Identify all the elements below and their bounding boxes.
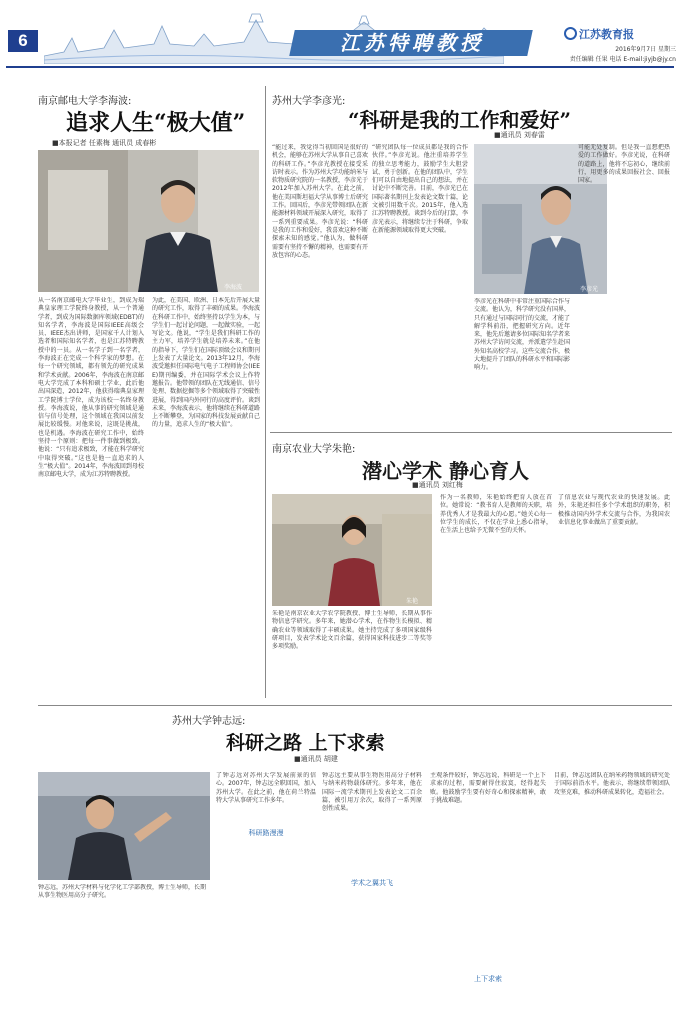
article4-subhead-2: 学术之翼共飞 xyxy=(351,879,393,887)
article1-column-2: 为此，在美国、欧洲、日本先后开展大量的研究工作，取得了丰硕的成果。李海波在科研工作中，始终坚持以学生为本，与学生们一起讨论问题，一起做实验，一起写论文。他说，“学生是我们科研工作的主力军，培养学生就是培养未来。”在他的指导下，学生们在国际顶级会议和期刊上发表了大量论文。2013年12月，李海波受邀担任国际电气电子工程师协会(IEEE)期刊编委，并在国际学术会议上作特邀报告。他带领的团队在无线通信、信号处理、数据挖掘等多个领域取得了突破性进展，得到国内外同行的高度评价。谈到未来，李海波表示，他将继续在科研道路上不断攀登，为国家的科技发展贡献自己的力量，追求人生的“极大值”。 xyxy=(152,297,260,429)
newspaper-logo xyxy=(564,26,674,42)
editor-line: 责任编辑 任果 电话 E-mail:jiyjb@jy.cn xyxy=(569,56,676,63)
article4-photo-image xyxy=(38,772,210,880)
article3-byline: ■通讯员 刘红梅 xyxy=(412,481,463,489)
article1-photo-image xyxy=(38,150,259,292)
article4-photo xyxy=(38,772,210,880)
masthead xyxy=(0,0,679,70)
article3-photo xyxy=(272,494,432,606)
logo-circle-icon xyxy=(564,27,577,40)
article4-column-2: 钟志远主要从事生物医用高分子材料与纳米药物载体研究。多年来，他在国际一流学术期刊上发表论文二百余篇，被引用万余次，取得了一系列原创性成果。 xyxy=(322,772,422,813)
article1-kicker: 南京邮电大学李海波: xyxy=(38,96,132,107)
article2-kicker: 苏州大学李彦光: xyxy=(272,96,346,107)
article3-photo-image xyxy=(272,494,432,606)
article4-column-3: 主观条件较好，钟志远说，科研是一个上下求索的过程，需要耐得住寂寞，经得起失败。他鼓励学生要有好奇心和探索精神，敢于挑战难题。 xyxy=(430,772,546,804)
article3-column-2: 作为一名教师，朱艳始终把育人放在首位。她常说：“教书育人是教师的天职，培养优秀人才是我最大的心愿。”她关心每一位学生的成长，不仅在学业上悉心指导，在生活上也给予无微不至的关怀。 xyxy=(440,494,552,535)
article2-column-2: “研究团队每一位成员都是我的合作伙伴。”李彦光说。他注重培养学生的独立思考能力，鼓励学生大胆尝试、勇于创新。在他的团队中，学生们可以自由地提出自己的想法，并在讨论中不断完善。目前，李彦光已在国际著名期刊上发表论文数十篇，论文被引用数千次。2015年，他入选江苏特聘教授。谈到今后的打算，李彦光表示，将继续专注于科研，争取在新能源领域取得更大突破。 xyxy=(372,144,468,234)
article4-headline: 科研之路 上下求索 xyxy=(226,732,385,754)
article3-photo-tag: 朱艳 xyxy=(406,598,419,605)
vertical-divider-left xyxy=(265,86,266,698)
article2-headline: “科研是我的工作和爱好” xyxy=(348,108,572,132)
issue-date: 2016年9月7日 星期三 xyxy=(615,46,676,53)
article4-column-1: 了钟志远对苏州大学发展前景的信心。2007年，钟志远全职回国，加入苏州大学。在此之前，他在荷兰特温特大学从事研究工作多年。 xyxy=(216,772,316,804)
article4-byline: ■通讯员 胡建 xyxy=(294,755,338,763)
masthead-rule xyxy=(6,66,674,68)
article2-column-4: 可能无处复制。但是我一直想把热爱的工作做好。李彦光说，在科研的道路上，他将不忘初心，继续前行，用更多的成果回报社会、回报国家。 xyxy=(578,144,670,185)
article3-headline: 潜心学术 静心育人 xyxy=(362,459,529,483)
article3-column-1: 朱艳是南京农业大学农学院教授、博士生导师，长期从事作物信息学研究。多年来，她潜心学术，在作物生长模拟、精确农业等领域取得了丰硕成果。她主持完成了多项国家级科研项目，发表学术论文百余篇，获得国家科技进步二等奖等多项奖励。 xyxy=(272,610,432,651)
article4-caption: 钟志远，苏州大学材料与化学化工学部教授，博士生导师，长期从事生物医用高分子研究。 xyxy=(38,884,207,900)
page-number: 6 xyxy=(18,31,28,50)
article1-byline: ■本报记者 任素梅 通讯员 成春彬 xyxy=(52,139,157,147)
article1-column-1: 从一名南京邮电大学毕业生，到成为瑞典皇家理工学院终身教授，从一个普通学者，到成为国际数据库领域(EDBT)的知名学者，李海波是国际IEEE高级会员、IEEE杰出讲师，是国家千人计划入选者和国际知名学者，也是江苏特聘教授中的一员。从一名学子到一名学者，李海波正在完成一个科学家的梦想。在每一个研究领域，都有领先的研究成果和学术贡献。2006年，李海波在南京邮电大学完成了本科和硕士学业，此后他出国深造，2012年，他获得瑞典皇家理工学院博士学位，成为该校一名终身教授。李海波说，他从事的研究领域是通信与信号处理，这个领域在我国以前发展比较缓慢。对他来说，这既是挑战，也是机遇。李海波在研究工作中，始终坚持一个原则：把每一件事做到极致。他说：“只有追求极致，才能在科学研究中取得突破。”这也是他一直追求的人生“极大值”。2014年，李海波回到母校南京邮电大学，成为江苏特聘教授。 xyxy=(38,297,144,479)
article2-column-1: “能过来，我觉得当初回国是很好的机会，能够在苏州大学从事自己喜欢的科研工作。”李彦光教授在接受采访时表示。作为苏州大学功能纳米与软物质研究院的一名教授，李彦光于2012年加入苏州大学。在此之前，他在美国斯坦福大学从事博士后研究工作。回国后，李彦光带领团队在新能源材料领域开展深入研究，取得了一系列重要成果。李彦光说：“科研是我的工作和爱好，我喜欢这种不断探索未知的感觉。”他认为，做科研需要有坚持不懈的精神，也需要有开放包容的心态。 xyxy=(272,144,368,259)
horizontal-divider-bottom xyxy=(38,705,672,706)
article4-subhead-3: 上下求索 xyxy=(474,975,502,983)
horizontal-divider-right xyxy=(270,432,672,433)
article1-headline: 追求人生“极大值” xyxy=(66,110,246,136)
article4-subhead-1: 科研路漫漫 xyxy=(248,829,284,837)
article2-photo-tag: 李彦光 xyxy=(580,286,599,293)
article3-column-3: 了信息农业与现代农业的快速发展。此外，朱艳还担任多个学术组织的职务，积极推动国内外学术交流与合作，为我国农业信息化事业做出了重要贡献。 xyxy=(558,494,670,526)
article2-byline: ■通讯员 刘春雷 xyxy=(494,131,545,139)
newspaper-name: 江苏教育报 xyxy=(579,28,634,41)
article3-kicker: 南京农业大学朱艳: xyxy=(272,444,356,455)
article4-kicker: 苏州大学钟志远: xyxy=(172,716,246,727)
article1-photo xyxy=(38,150,259,292)
article1-photo-tag: 李海波 xyxy=(224,284,243,291)
article2-column-3: 李彦光在科研中非常注重国际合作与交流。他认为，科学研究没有国界，只有通过与国际同行的交流，才能了解学科前沿，把握研究方向。近年来，他先后邀请多位国际知名学者来苏州大学访问交流，并派遣学生赴国外知名高校学习。这些交流合作，极大地提升了团队的科研水平和国际影响力。 xyxy=(474,298,570,372)
section-title: 江苏特聘教授 xyxy=(340,31,484,55)
article4-column-4: 目前，钟志远团队在纳米药物领域的研究处于国际前沿水平。他表示，将继续带领团队攻坚克难，推动科研成果转化，造福社会。 xyxy=(554,772,670,796)
